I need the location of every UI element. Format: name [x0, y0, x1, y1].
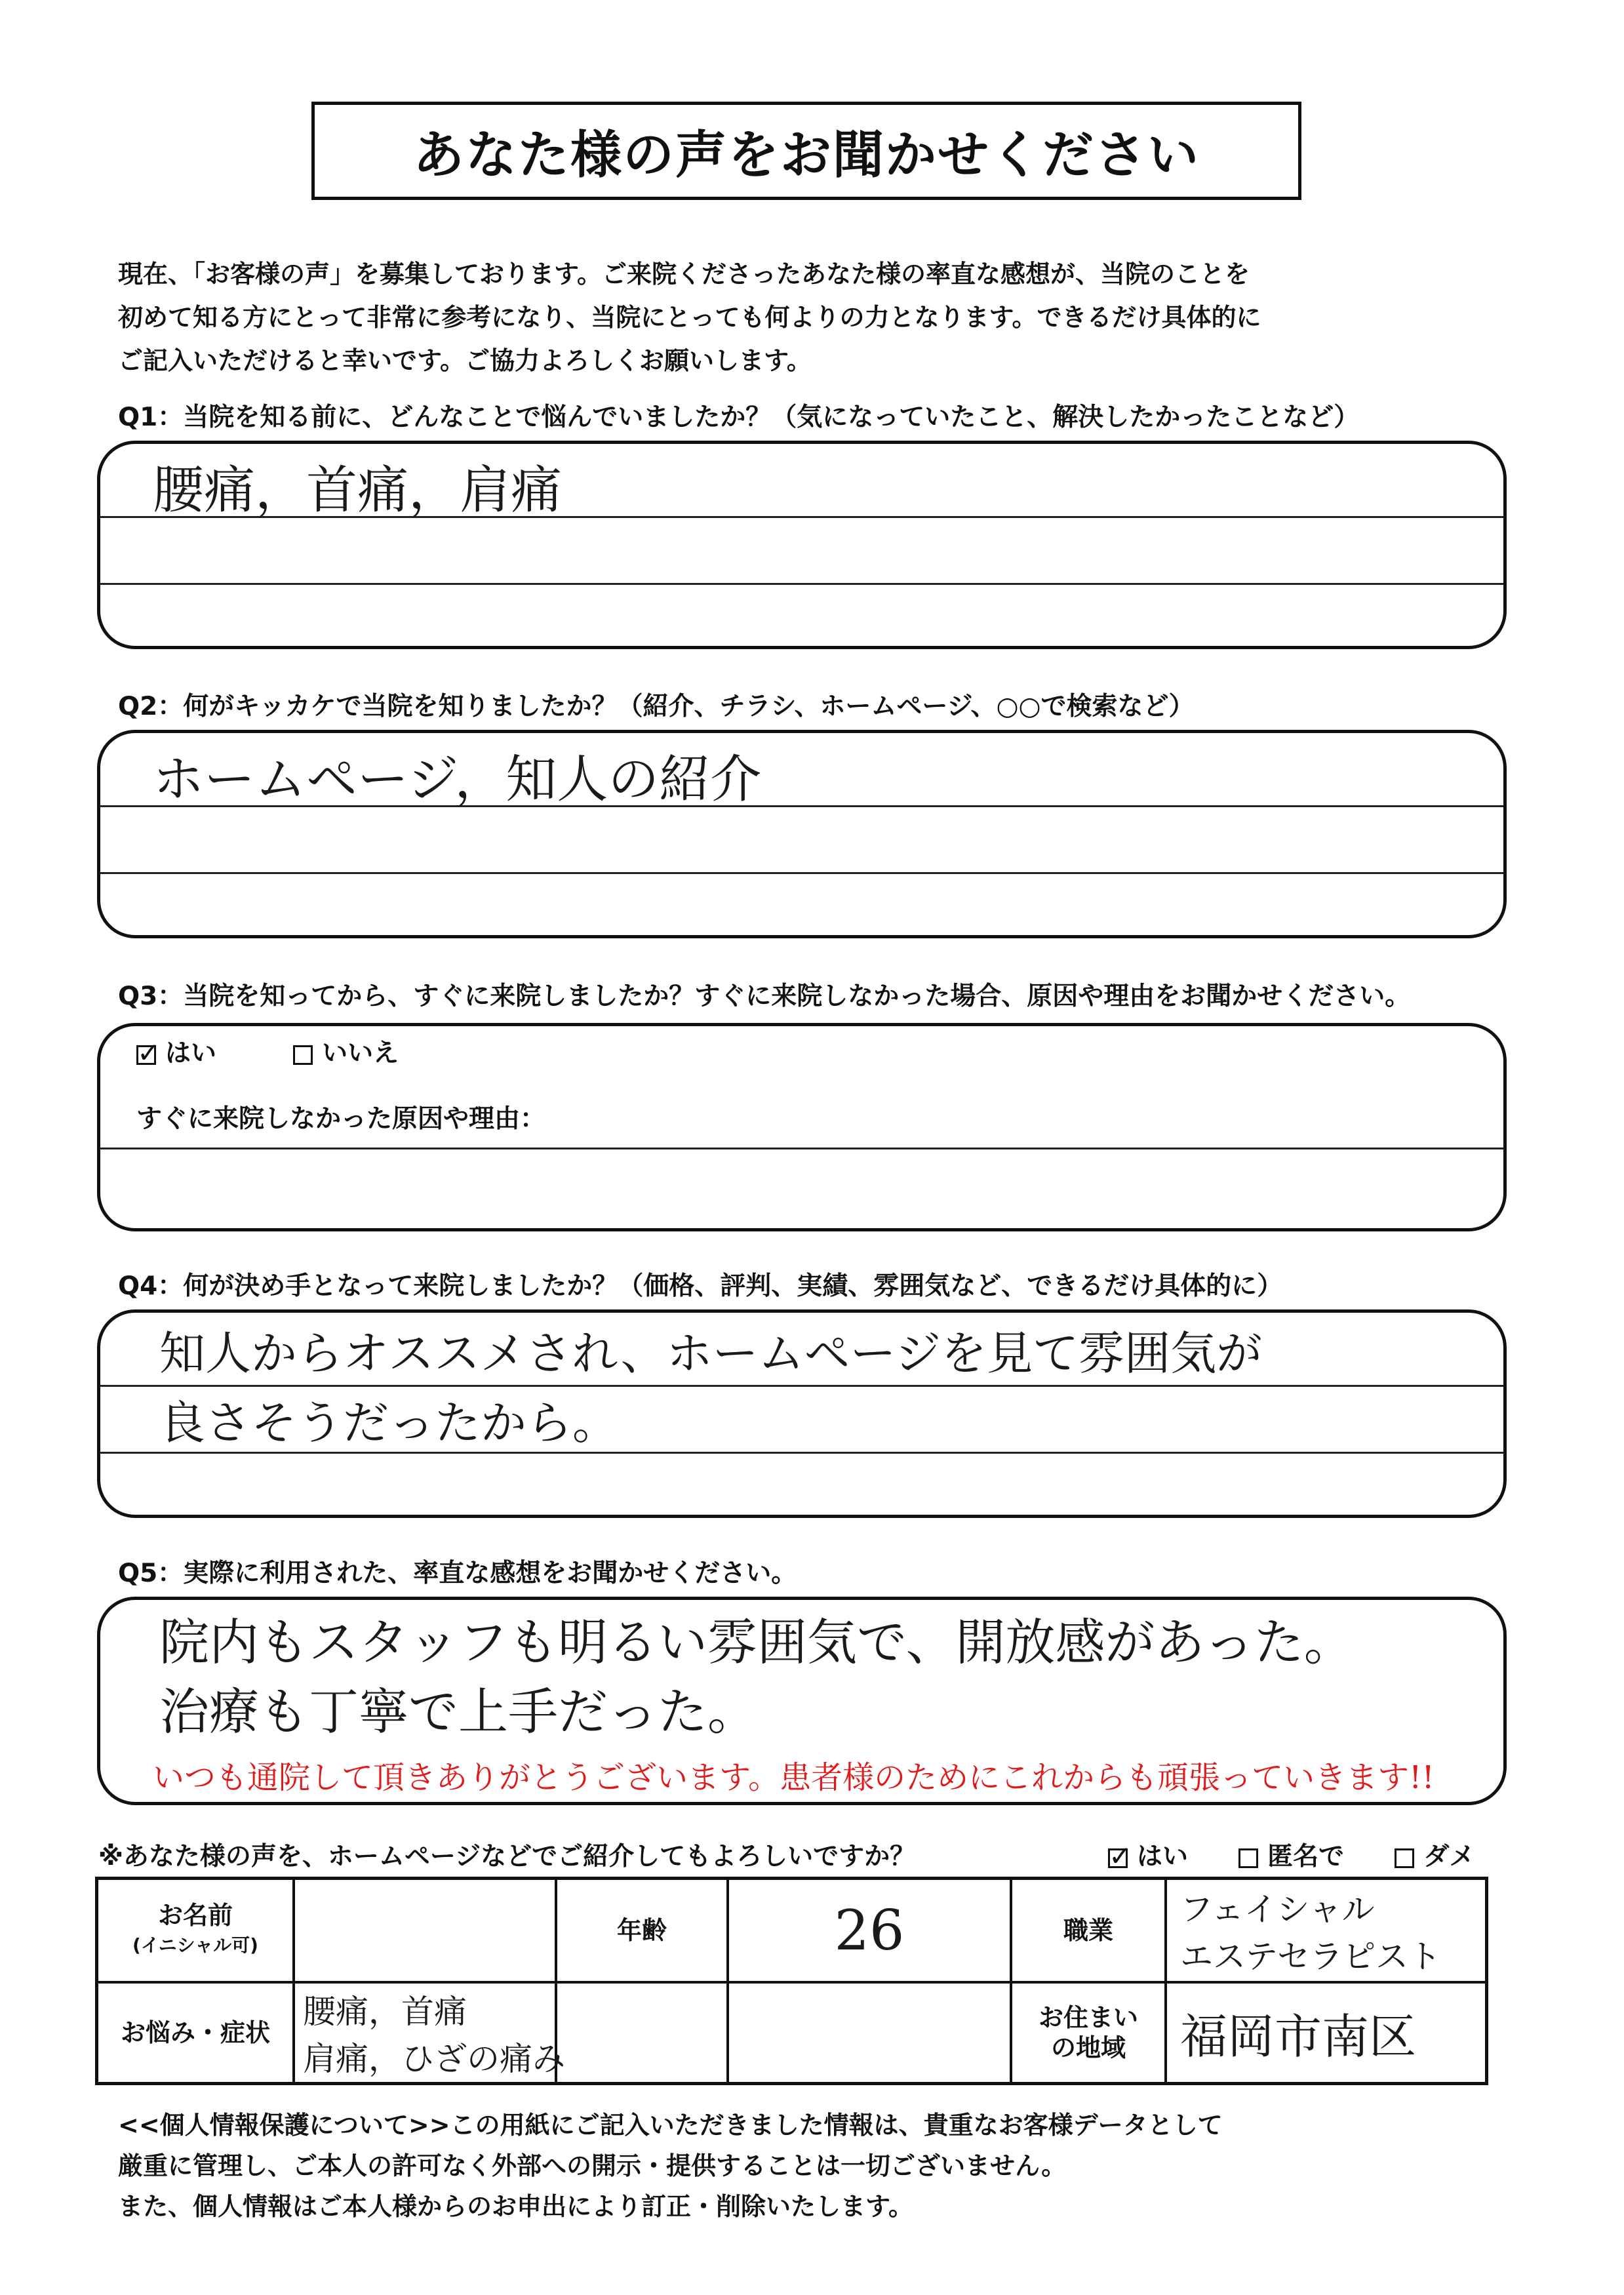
- symptom-label-cell: [98, 1984, 295, 2082]
- age-label-cell: [557, 1880, 729, 1984]
- q1-answer: 腰痛，首痛，肩痛: [153, 461, 563, 520]
- area-value-cell[interactable]: [1167, 1984, 1485, 2082]
- symptom-line1: 腰痛，首痛: [303, 1993, 467, 2031]
- permission-no-checkbox[interactable]: [1395, 1848, 1414, 1868]
- area-value: 福岡市南区: [1180, 2009, 1417, 2064]
- q3-no-checkbox[interactable]: [293, 1045, 313, 1065]
- symptom-line2: 肩痛，ひざの痛み: [303, 2040, 565, 2078]
- privacy-line: 厳重に管理し、ご本人の許可なく外部への開示・提供することは一切ございません。: [118, 2151, 1067, 2180]
- name-label-cell: [98, 1880, 295, 1984]
- name-note: (イニシャル可): [132, 1934, 258, 1956]
- privacy-notice: [118, 2105, 1528, 2227]
- job-value-line1: フェイシャル: [1180, 1890, 1375, 1928]
- q3-options: [136, 1033, 399, 1069]
- area-label-line1: お住まい: [1038, 2003, 1138, 2032]
- q4-answer-box[interactable]: [97, 1309, 1507, 1518]
- privacy-line: <<個人情報保護について>>この用紙にご記入いただきました情報は、貴重なお客様データとして: [118, 2111, 1223, 2140]
- permission-yes-checkbox[interactable]: [1108, 1848, 1128, 1868]
- job-value-line2: エステセラピスト: [1180, 1938, 1441, 1976]
- permission-question: ※あなた様の声を、ホームページなどでご紹介してもよろしいですか？: [98, 1842, 916, 1871]
- permission-no-label: ダメ: [1423, 1842, 1475, 1871]
- age-value: 26: [834, 1898, 905, 1963]
- q4-answer-line2: 良さそうだったから。: [159, 1396, 618, 1450]
- age-label: 年齢: [616, 1916, 667, 1945]
- job-label-cell: [1012, 1880, 1167, 1984]
- q5-question: Q5：実際に利用された、率直な感想をお聞かせください。: [118, 1559, 797, 1588]
- blank-cell: [729, 1984, 1012, 2082]
- q3-answer-box: [97, 1023, 1507, 1231]
- blank-cell: [557, 1984, 729, 2082]
- name-label: お名前: [157, 1901, 233, 1930]
- permission-options: [1108, 1836, 1475, 1873]
- intro-line: 初めて知る方にとって非常に参考になり、当院にとっても何よりの力となります。できるだけ具体的に: [118, 303, 1261, 332]
- q3-yes-label: はい: [165, 1039, 217, 1068]
- q2-question: Q2：何がキッカケで当院を知りましたか？（紹介、チラシ、ホームページ、○○で検索など）: [118, 692, 1195, 721]
- staff-reply: いつも通院して頂きありがとうございます。患者様のためにこれからも頑張っていきます!!: [153, 1759, 1435, 1796]
- symptom-value-cell[interactable]: [295, 1984, 565, 2082]
- intro-line: ご記入いただけると幸いです。ご協力よろしくお願いします。: [118, 346, 812, 375]
- intro-text: [118, 252, 1528, 382]
- area-label-line2: の地域: [1050, 2033, 1126, 2062]
- q4-answer-line1: 知人からオススメされ、ホームページを見て雰囲気が: [159, 1327, 1263, 1380]
- permission-yes-label: はい: [1137, 1842, 1189, 1871]
- q1-question: Q1：当院を知る前に、どんなことで悩んでいましたか？（気になっていたこと、解決したかったことなど）: [118, 403, 1360, 432]
- intro-line: 現在、「お客様の声」を募集しております。ご来院くださったあなた様の率直な感想が、当院のことを: [118, 260, 1250, 289]
- q3-question: Q3：当院を知ってから、すぐに来院しましたか？すぐに来院しなかった場合、原因や理由をお聞かせください。: [118, 982, 1411, 1011]
- name-value-cell[interactable]: [295, 1880, 557, 1984]
- q5-answer-line2: 治療も丁寧で上手だった。: [159, 1683, 757, 1741]
- area-label-cell: [1012, 1984, 1167, 2082]
- permission-anonymous-label: 匿名で: [1267, 1842, 1345, 1871]
- symptom-label: お悩み・症状: [120, 2018, 270, 2047]
- info-table: [95, 1877, 1488, 2085]
- q2-answer-box[interactable]: [97, 730, 1507, 938]
- q5-answer-line1: 院内もスタッフも明るい雰囲気で、開放感があった。: [159, 1613, 1354, 1671]
- permission-anonymous-checkbox[interactable]: [1238, 1848, 1258, 1868]
- job-label: 職業: [1063, 1916, 1113, 1945]
- q2-answer: ホームページ，知人の紹介: [153, 750, 762, 809]
- job-value-cell[interactable]: [1167, 1880, 1485, 1984]
- q1-answer-box[interactable]: [97, 441, 1507, 649]
- q3-no-label: いいえ: [322, 1039, 399, 1068]
- privacy-line: また、個人情報はご本人様からのお申出により訂正・削除いたします。: [118, 2192, 913, 2221]
- page-title: あなた様の声をお聞かせください: [311, 102, 1301, 200]
- age-value-cell[interactable]: [729, 1880, 1012, 1984]
- q5-answer-box[interactable]: [97, 1597, 1507, 1805]
- q3-reason-label: すぐに来院しなかった原因や理由：: [136, 1104, 546, 1134]
- q3-yes-checkbox[interactable]: [136, 1045, 156, 1065]
- q4-question: Q4：何が決め手となって来院しましたか？（価格、評判、実績、雰囲気など、できるだけ具体的に）: [118, 1271, 1283, 1301]
